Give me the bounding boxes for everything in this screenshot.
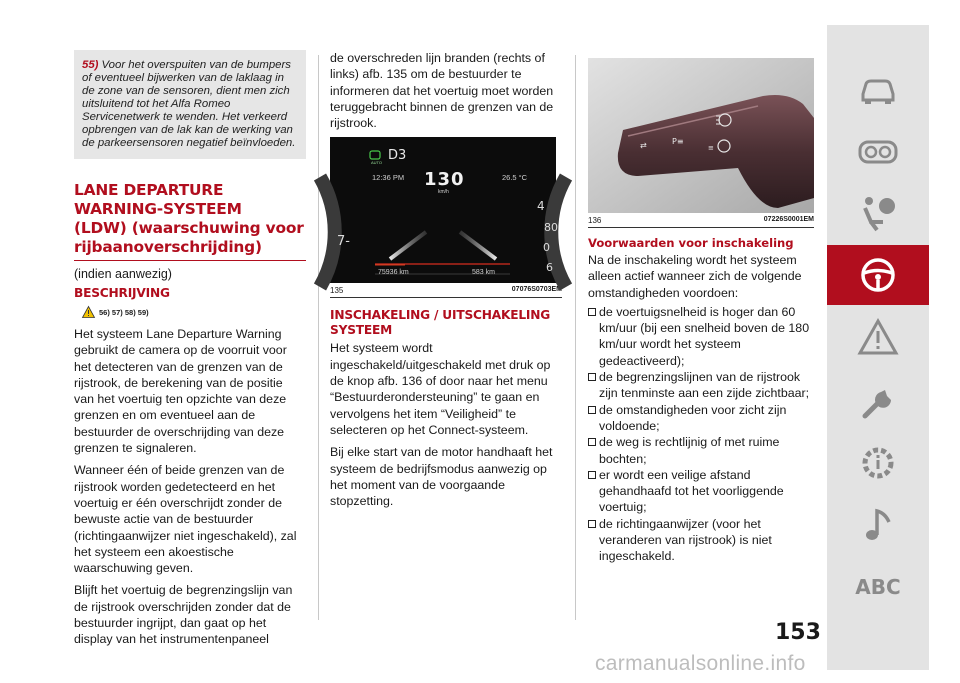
sidebar-item-safety[interactable]: [827, 183, 929, 243]
chapter-sidebar: [827, 25, 929, 670]
voorwaarden-heading: Voorwaarden voor inschakeling: [588, 236, 794, 250]
abc-index-icon: ABC: [855, 575, 901, 599]
list-item-text: de weg is rechtlijnig of met ruime bochten;: [599, 435, 780, 466]
temperature-readout: 26.5 °C: [502, 173, 528, 183]
dashboard-graphics: [330, 137, 556, 283]
dashboard-gauges-icon: [857, 131, 899, 173]
section-title-line: LANE DEPARTURE: [74, 181, 224, 199]
section-title: [74, 181, 306, 261]
gear-info-icon: [857, 442, 899, 484]
speed-unit: km/h: [438, 189, 449, 196]
list-item-text: de begrenzingslijnen van de rijstrook zijn tenminste aan een zijde zichtbaar;: [599, 370, 810, 401]
figure-number: 135: [330, 286, 344, 296]
odometer-readout: 75936 km: [378, 269, 409, 277]
checkbox-bullet-icon: [588, 471, 596, 479]
section-title-line: (LDW) (waarschuwing voor: [74, 219, 304, 237]
car-icon: [857, 68, 899, 110]
figure-code: 07226S0001EM: [763, 216, 814, 223]
range-readout: 583 km: [472, 269, 495, 277]
warning-triangle-icon: [82, 306, 95, 318]
figure-caption: [588, 213, 814, 228]
section-subtitle: (indien aanwezig): [74, 267, 172, 281]
svg-text:7-: 7-: [337, 234, 350, 250]
list-item: [588, 516, 814, 565]
stalk-graphics: [588, 58, 814, 213]
checkbox-bullet-icon: [588, 520, 596, 528]
inschakeling-heading: INSCHAKELING / UITSCHAKELING SYSTEEM: [330, 308, 551, 338]
column-divider: [318, 55, 319, 620]
wrench-icon: [857, 380, 899, 422]
clock-readout: 12:36 PM: [372, 173, 405, 183]
section-title-line: WARNING-SYSTEEM: [74, 200, 242, 218]
figure-135: [330, 137, 562, 298]
sidebar-item-car[interactable]: [827, 59, 929, 119]
paragraph: Het systeem Lane Departure Warning gebruikt de camera op de voorruit voor het detecteren van de grenzen van de rijstrook, de berekening van de positie van het voertuig ten opzichte van deze grenzen en om eventueel aan de bestuurder de overschrijding van deze grenzen te signaleren.: [74, 327, 287, 456]
checkbox-bullet-icon: [588, 438, 596, 446]
sidebar-item-index[interactable]: [827, 557, 929, 617]
sidebar-item-driving[interactable]: [827, 245, 929, 305]
figure-136: [588, 58, 814, 228]
note-number: 55): [82, 59, 99, 71]
sidebar-item-emergency[interactable]: [827, 308, 929, 368]
list-item-text: de voertuigsnelheid is hoger dan 60 km/uur (bij een snelheid boven de 180 km/uur wordt het systeem gedeactiveerd);: [599, 304, 810, 368]
sidebar-item-dashboard[interactable]: [827, 122, 929, 182]
beschrijving-heading: BESCHRIJVING: [74, 286, 170, 300]
svg-text:≡: ≡: [708, 144, 714, 152]
page-number: 153: [775, 620, 821, 645]
paragraph: de overschreden lijn branden (rechts of links) afb. 135 om de bestuurder te informeren dat het voertuig moet worden teruggebracht binnen de grenzen van de rijstrook.: [330, 51, 554, 131]
list-item-text: er wordt een veilige afstand gehandhaafd tot het voorliggende voertuig;: [599, 467, 784, 515]
paragraph: Bij elke start van de motor handhaaft het systeem de bedrijfsmodus aanwezig op het moment van de voorgaande stopzetting.: [330, 445, 553, 509]
column-middle: [330, 50, 562, 515]
paragraph: Wanneer één of beide grenzen van de rijstrook worden gedetecteerd en het voertuig er één overschrijdt zonder de bewuste actie van de bestuurder (richtingaanwijzer niet ingeschakeld), zal het systeem een akoestische waarschuwing geven.: [74, 463, 297, 576]
figure-code: 07076S0703EM: [511, 286, 562, 294]
checkbox-bullet-icon: [588, 406, 596, 414]
checkbox-bullet-icon: [588, 373, 596, 381]
note-text: Voor het overspuiten van de bumpers of eventueel bijwerken van de laklaag in de zone van de sensoren, dient men zich uitsluitend tot het Alfa Romeo Servicenetwerk te wenden. Het verkeerd opbrengen van de lak kan de werking van de parkeersensoren negatief beïnvloeden.: [82, 59, 296, 149]
paragraph: Het systeem wordt ingeschakeld/uitgeschakeld met druk op de knop afb. 136 of door naar het menu “Bestuurderondersteuning” te gaan en vervolgens het item “Veiligheid” te selecteren op het Connect-systeem.: [330, 341, 551, 437]
steering-wheel-icon: [857, 254, 899, 296]
refs-text: 56) 57) 58) 59): [99, 307, 149, 317]
sidebar-item-technical[interactable]: [827, 433, 929, 493]
list-item-text: de omstandigheden voor zicht zijn voldoende;: [599, 402, 787, 433]
auto-label: AUTO: [371, 160, 383, 166]
svg-text:P≡: P≡: [672, 137, 684, 146]
list-item: [588, 304, 814, 369]
paragraph: Na de inschakeling wordt het systeem alleen actief wanneer zich de volgende omstandigheden voordoen:: [588, 253, 802, 300]
list-item: [588, 369, 814, 402]
sidebar-item-maintenance[interactable]: [827, 371, 929, 431]
warning-refs: [82, 306, 306, 318]
list-item: [588, 467, 814, 516]
stalk-lever-image: [588, 58, 814, 213]
column-right: [588, 50, 814, 565]
watermark: carmanualsonline.info: [595, 652, 806, 675]
column-left: [74, 50, 306, 654]
speed-readout: 130: [424, 169, 465, 191]
warning-note: [74, 50, 306, 159]
figure-number: 136: [588, 216, 602, 225]
paragraph: Blijft het voertuig de begrenzingslijn van de rijstrook overschrijden zonder dat de bestuurder ingrijpt, dan gaat op het display van het instrumentenpaneel: [74, 583, 293, 647]
svg-text:⇄: ⇄: [640, 141, 647, 150]
dashboard-display-image: [330, 137, 556, 283]
svg-text:80: 80: [544, 221, 558, 235]
music-note-icon: [857, 504, 899, 546]
list-item-text: de richtingaanwijzer (voor het veranderen van rijstrook) is niet ingeschakeld.: [599, 516, 772, 564]
list-item: [588, 402, 814, 435]
section-title-line: rijbaanoverschrijding): [74, 238, 262, 256]
svg-text:6: 6: [546, 261, 553, 275]
checkbox-bullet-icon: [588, 308, 596, 316]
gear-indicator: D3: [388, 148, 407, 164]
airbag-seat-icon: [857, 192, 899, 234]
figure-caption: [330, 283, 562, 298]
column-divider: [575, 55, 576, 620]
svg-text:0: 0: [543, 241, 550, 255]
svg-text:4: 4: [537, 199, 545, 214]
sidebar-item-multimedia[interactable]: [827, 495, 929, 555]
list-item: [588, 434, 814, 467]
warning-triangle-icon: [857, 317, 899, 359]
